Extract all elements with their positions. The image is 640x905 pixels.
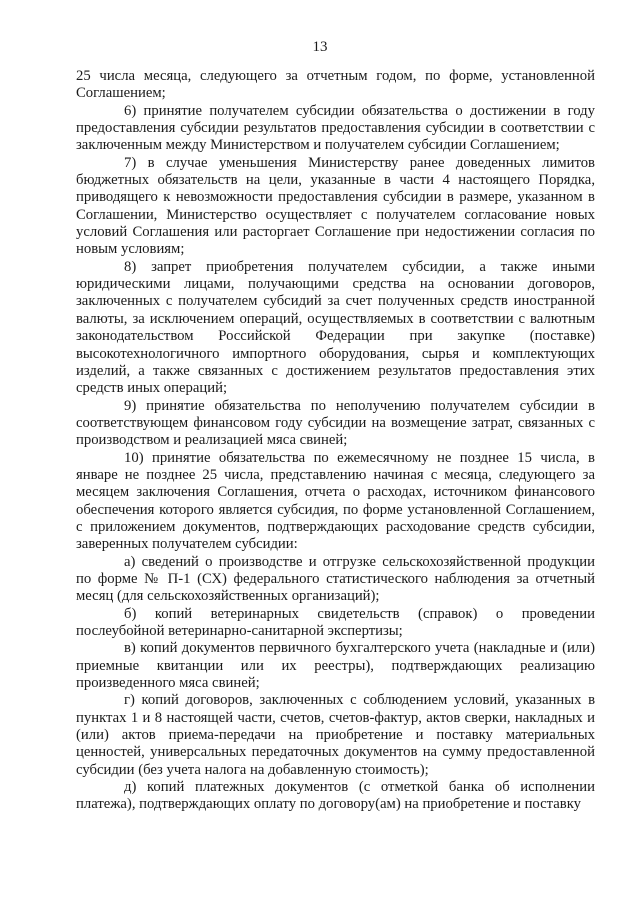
subparagraph-d: д) копий платежных документов (с отметкой банка об исполнении платежа), подтверждающих оплату по договору(ам) на приобретение и поставку bbox=[76, 779, 595, 813]
document-body bbox=[76, 68, 595, 814]
subparagraph-b: б) копий ветеринарных свидетельств (справок) о проведении послеубойной ветеринарно-санитарной экспертизы; bbox=[76, 605, 595, 639]
subparagraph-a: а) сведений о производстве и отгрузке сельскохозяйственной продукции по форме № П-1 (СХ) федерального статистического наблюдения за отчетный месяц (для сельскохозяйственных организаций); bbox=[76, 553, 595, 605]
paragraph-item-10: 10) принятие обязательства по ежемесячному не позднее 15 числа, в январе не позднее 25 числа, представлению начиная с месяца, следующего за месяцем заключения Соглашения, отчета о расходах, источником финансового обеспечения которого является субсидия, по форме установленной Соглашением, с приложением документов, подтверждающих расходование средств субсидии, заверенных получателем субсидии: bbox=[76, 449, 595, 553]
paragraph-item-7: 7) в случае уменьшения Министерству ранее доведенных лимитов бюджетных обязательств на цели, указанные в части 4 настоящего Порядка, приводящего к невозможности предоставления субсидии в размере, указанном в Соглашении, Министерство осуществляет с получателем согласование новых условий Соглашения или расторгает Соглашение при недостижении согласия по новым условиям; bbox=[76, 154, 595, 258]
page-number: 13 bbox=[312, 39, 328, 55]
paragraph-item-6: 6) принятие получателем субсидии обязательства о достижении в году предоставления субсидии результатов предоставления субсидии в соответствии с заключенным между Министерством и получателем субсидии Соглашением; bbox=[76, 102, 595, 154]
paragraph-item-8: 8) запрет приобретения получателем субсидии, а также иными юридическими лицами, получающими средства на основании договоров, заключенных с получателем субсидий за счет полученных средств иностранной валюты, за исключением операций, осуществляемых в соответствии с валютным законодательством Российской Федерации при закупке (поставке) высокотехнологичного импортного оборудования, сырья и комплектующих изделий, а также связанных с достижением результатов предоставления этих средств иных операций; bbox=[76, 258, 595, 397]
paragraph-continuation: 25 числа месяца, следующего за отчетным годом, по форме, установленной Соглашением; bbox=[76, 68, 595, 102]
subparagraph-g: г) копий договоров, заключенных с соблюдением условий, указанных в пунктах 1 и 8 настоящей части, счетов, счетов-фактур, актов сверки, накладных и (или) актов приема-передачи на приобретение и поставку материальных ценностей, универсальных передаточных документов на сумму предоставленной субсидии (без учета налога на добавленную стоимость); bbox=[76, 692, 595, 778]
paragraph-item-9: 9) принятие обязательства по неполучению получателем субсидии в соответствующем финансовом году субсидии на возмещение затрат, связанных с производством и реализацией мяса свиней; bbox=[76, 397, 595, 449]
subparagraph-v: в) копий документов первичного бухгалтерского учета (накладные и (или) приемные квитанции или их реестры), подтверждающих реализацию произведенного мяса свиней; bbox=[76, 640, 595, 692]
